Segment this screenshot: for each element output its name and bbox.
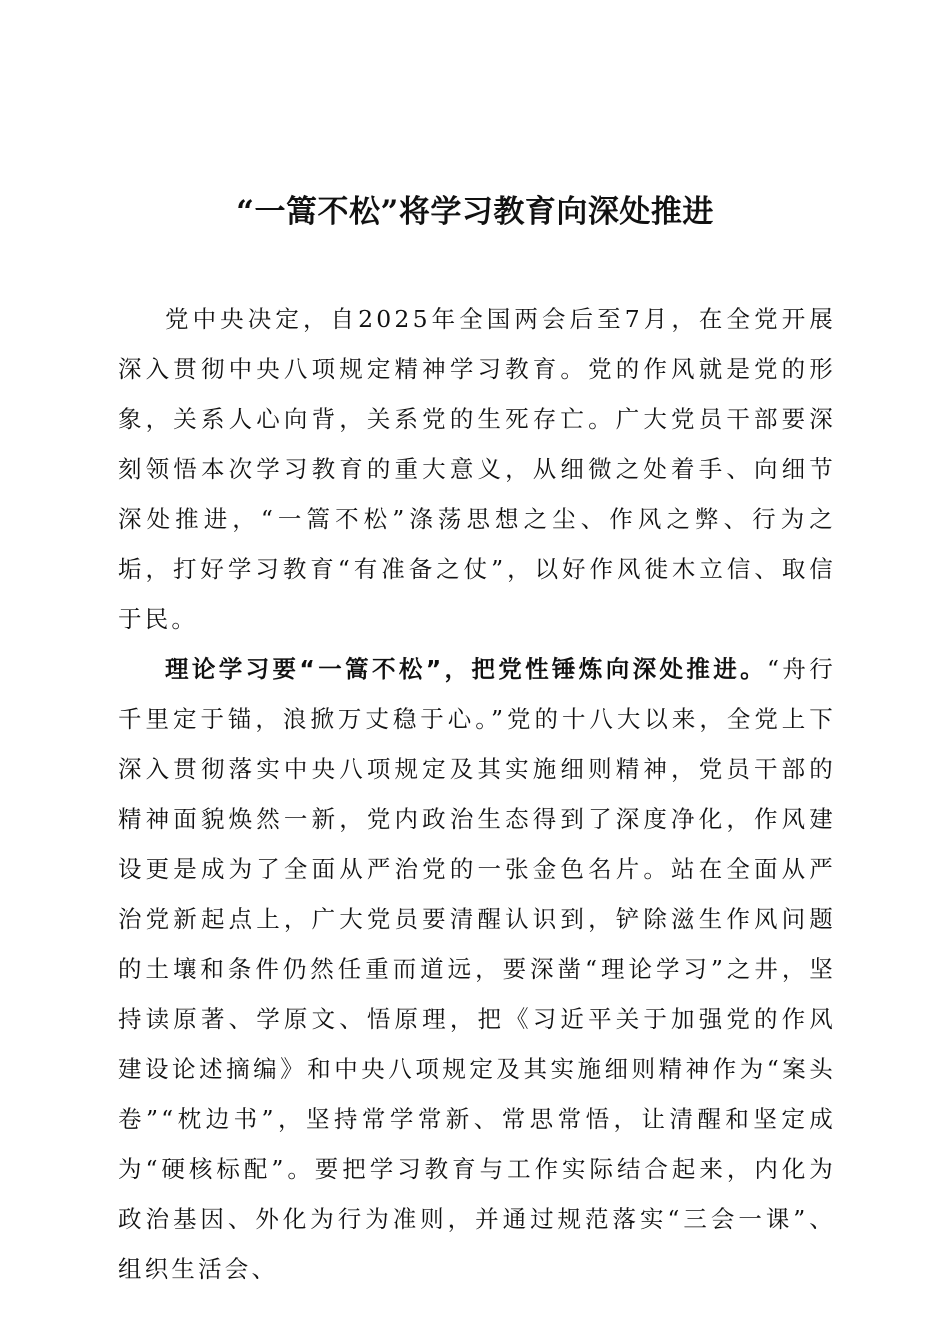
document-body xyxy=(118,294,836,1294)
paragraph-theory-study-text: “舟行千里定于锚，浪掀万丈稳于心。”党的十八大以来，全党上下深入贯彻落实中央八项规定及其实施细则精神，党员干部的精神面貌焕然一新，党内政治生态得到了深度净化，作风建设更是成为了全面从严治党的一张金色名片。站在全面从严治党新起点上，广大党员要清醒认识到，铲除滋生作风问题的土壤和条件仍然任重而道远，要深凿“理论学习”之井，坚持读原著、学原文、悟原理，把《习近平关于加强党的作风建设论述摘编》和中央八项规定及其实施细则精神作为“案头卷”“枕边书”，坚持常学常新、常思常悟，让清醒和坚定成为“硬核标配”。要把学习教育与工作实际结合起来，内化为政治基因、外化为行为准则，并通过规范落实“三会一课”、组织生活会、 xyxy=(118,655,836,1283)
paragraph-lead-heading: 理论学习要“一篙不松”，把党性锤炼向深处推进。 xyxy=(165,655,768,683)
paragraph-intro xyxy=(118,294,836,644)
document-title: “一篙不松”将学习教育向深处推进 xyxy=(236,194,714,230)
paragraph-intro-text: 党中央决定，自2025年全国两会后至7月，在全党开展深入贯彻中央八项规定精神学习教育。党的作风就是党的形象，关系人心向背，关系党的生死存亡。广大党员干部要深刻领悟本次学习教育的重大意义，从细微之处着手、向细节深处推进，“一篙不松”涤荡思想之尘、作风之弊、行为之垢，打好学习教育“有准备之仗”，以好作风徙木立信、取信于民。 xyxy=(118,305,836,633)
paragraph-theory-study xyxy=(118,644,836,1294)
